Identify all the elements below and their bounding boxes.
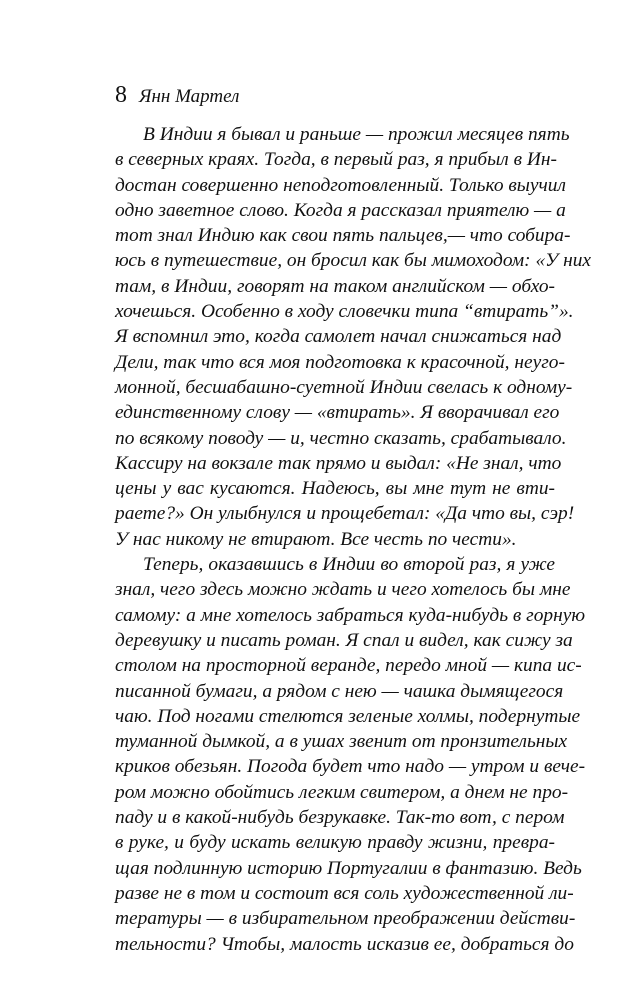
text-line: раете?» Он улыбнулся и прощебетал: «Да что вы, сэр!: [115, 503, 575, 525]
text-line: достан совершенно неподготовленный. Только выучил: [115, 174, 566, 196]
text-line: юсь в путешествие, он бросил как бы мимоходом: «У них: [115, 250, 591, 272]
text-line: щая подлинную историю Португалии в фантазию. Ведь: [115, 857, 582, 879]
author-name: Янн Мартел: [139, 86, 240, 107]
text-line: Теперь, оказавшись в Индии во второй раз, я уже: [143, 554, 555, 576]
text-line: деревушку и писать роман. Я спал и видел, как сижу за: [115, 629, 573, 651]
text-line: единственному слову — «втирать». Я вворачивал его: [115, 402, 560, 424]
body-text: [115, 122, 591, 957]
text-line: криков обезьян. Погода будет что надо — утром и вече-: [115, 756, 586, 778]
text-line: ром можно обойтись легким свитером, а днем не про-: [115, 781, 569, 803]
text-line: У нас никому не втирают. Все честь по чести».: [115, 528, 517, 550]
paragraph-1: [115, 122, 591, 552]
text-line: писанной бумаги, а рядом с нею — чашка дымящегося: [115, 680, 564, 702]
text-line: хочешься. Особенно в ходу словечки типа “втирать”».: [115, 301, 574, 323]
text-line: разве не в том и состоит вся соль художественной ли-: [115, 882, 574, 904]
text-line: Дели, так что вся моя подготовка к красочной, неуго-: [115, 351, 565, 373]
text-line: тературы — в избирательном преображении действи-: [115, 908, 576, 930]
text-line: тот знал Индию как свои пять пальцев,— что собира-: [115, 225, 571, 247]
running-head: [115, 82, 239, 112]
text-line: знал, чего здесь можно ждать и чего хотелось бы мне: [115, 579, 571, 601]
paragraph-2: [115, 552, 586, 957]
text-line: самому: а мне хотелось забраться куда-нибудь в горную: [115, 604, 586, 626]
text-line: паду и в какой-нибудь безрукавке. Так-то вот, с пером: [115, 807, 565, 829]
text-line: одно заветное слово. Когда я рассказал приятелю — а: [115, 199, 566, 221]
text-line: Я вспомнил это, когда самолет начал снижаться над: [115, 326, 562, 348]
text-line: чаю. Под ногами стелются зеленые холмы, подернутые: [115, 705, 581, 727]
text-line: тельности? Чтобы, малость исказив ее, добраться до: [115, 933, 574, 955]
text-line: в северных краях. Тогда, в первый раз, я прибыл в Ин-: [115, 149, 557, 171]
text-line: по всякому поводу — и, честно сказать, срабатывало.: [115, 427, 567, 449]
text-line: туманной дымкой, а в ушах звенит от пронзительных: [115, 731, 568, 753]
text-line: столом на просторной веранде, передо мной — кипа ис-: [115, 655, 582, 677]
text-line: В Индии я бывал и раньше — прожил месяцев пять: [143, 124, 570, 145]
text-line: цены у вас кусаются. Надеюсь, вы мне тут не вти-: [115, 478, 555, 500]
text-line: Кассиру на вокзале так прямо и выдал: «Не знал, что: [115, 452, 562, 474]
text-line: монной, бесшабашно-суетной Индии свелась к одному-: [115, 376, 573, 398]
page-number: 8: [115, 82, 127, 108]
text-line: там, в Индии, говорят на таком английском — обхо-: [115, 275, 555, 297]
text-line: в руке, и буду искать великую правду жизни, превра-: [115, 832, 555, 854]
